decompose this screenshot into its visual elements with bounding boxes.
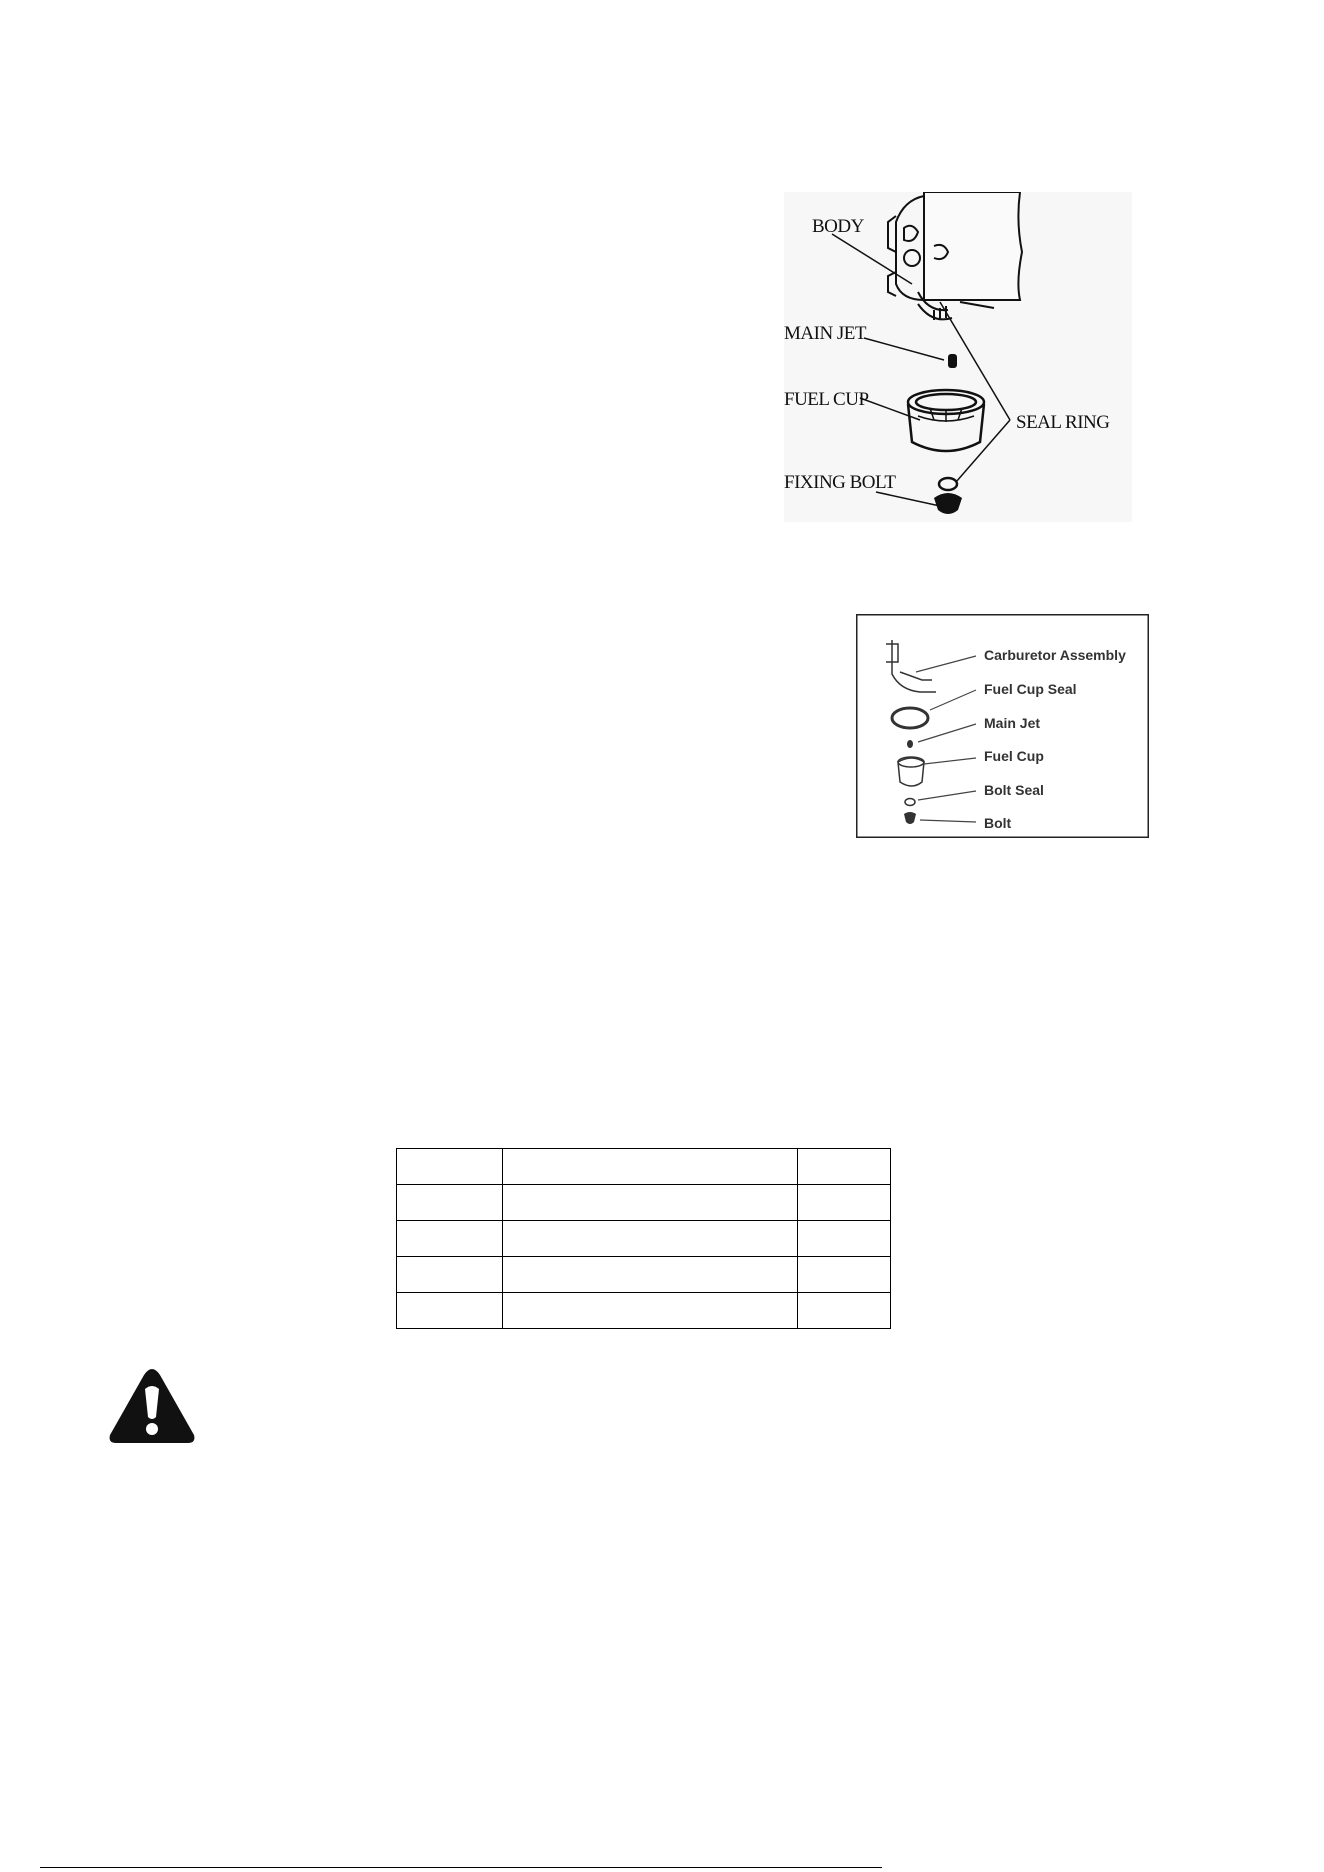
parts-diagram-figure <box>856 614 1149 838</box>
parts-drawing <box>856 614 1149 838</box>
label-carburetor-assembly: Carburetor Assembly <box>984 647 1126 663</box>
table-cell <box>503 1185 798 1221</box>
table-cell <box>503 1257 798 1293</box>
label-fuel-cup: FUEL CUP <box>784 389 869 410</box>
table-row <box>397 1293 891 1329</box>
table-cell <box>798 1257 891 1293</box>
label-seal-ring: SEAL RING <box>1016 412 1110 433</box>
table-row <box>397 1149 891 1185</box>
table-cell <box>798 1293 891 1329</box>
label-fixing-bolt: FIXING BOLT <box>784 472 896 493</box>
label-fuel-cup-seal: Fuel Cup Seal <box>984 681 1077 697</box>
table-cell <box>397 1185 503 1221</box>
label-fuel-cup: Fuel Cup <box>984 748 1044 764</box>
label-bolt-seal: Bolt Seal <box>984 782 1044 798</box>
table-cell <box>503 1293 798 1329</box>
table-row <box>397 1221 891 1257</box>
table-row <box>397 1185 891 1221</box>
label-body: BODY <box>812 216 864 237</box>
footer-rule <box>40 1867 882 1868</box>
table-cell <box>503 1149 798 1185</box>
table-cell <box>397 1149 503 1185</box>
table-cell <box>397 1293 503 1329</box>
table-cell <box>798 1185 891 1221</box>
table-cell <box>798 1221 891 1257</box>
table-cell <box>798 1149 891 1185</box>
table-cell <box>397 1221 503 1257</box>
label-bolt: Bolt <box>984 815 1012 831</box>
carburetor-drawing <box>784 192 1132 522</box>
label-main-jet: MAIN JET <box>784 323 867 344</box>
spec-table <box>396 1148 891 1329</box>
warning-triangle-icon <box>108 1367 196 1445</box>
table-row <box>397 1257 891 1293</box>
label-main-jet: Main Jet <box>984 715 1041 731</box>
table-cell <box>397 1257 503 1293</box>
carburetor-exploded-figure <box>784 192 1132 522</box>
table-cell <box>503 1221 798 1257</box>
